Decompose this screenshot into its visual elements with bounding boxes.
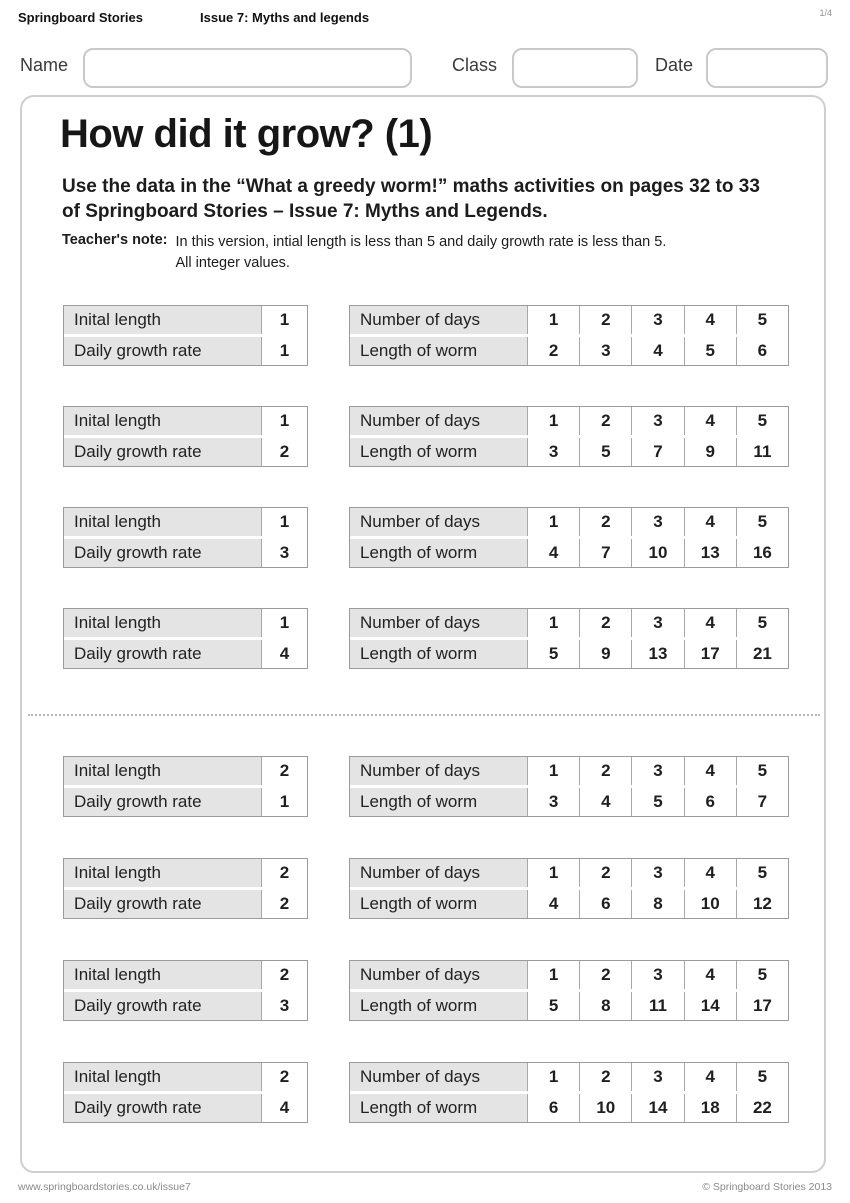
teacher-note	[62, 232, 666, 274]
daily-growth-rate-label: Daily growth rate	[64, 640, 261, 668]
number-of-days-label: Number of days	[350, 407, 527, 435]
growth-table	[349, 305, 789, 366]
day-cell: 3	[631, 961, 683, 989]
teacher-note-line-2: All integer values.	[175, 255, 290, 272]
length-cell: 5	[527, 992, 579, 1020]
table-row	[350, 438, 788, 466]
length-cell: 7	[631, 438, 683, 466]
length-of-worm-label: Length of worm	[350, 890, 527, 918]
brand-title: Springboard Stories	[18, 10, 143, 25]
parameters-table	[63, 858, 308, 919]
table-row	[64, 1094, 307, 1122]
day-cell: 3	[631, 306, 683, 334]
day-cell: 5	[736, 859, 788, 887]
length-of-worm-label: Length of worm	[350, 438, 527, 466]
teacher-note-label: Teacher's note:	[62, 232, 168, 248]
length-cell: 16	[736, 539, 788, 567]
day-cell: 5	[736, 1063, 788, 1091]
footer-url: www.springboardstories.co.uk/issue7	[18, 1181, 191, 1193]
table-row	[350, 337, 788, 365]
initial-length-value: 2	[261, 1063, 307, 1091]
table-row	[64, 859, 307, 887]
length-cell: 9	[684, 438, 736, 466]
daily-growth-rate-value: 1	[261, 337, 307, 365]
length-cell: 7	[736, 788, 788, 816]
length-cell: 18	[684, 1094, 736, 1122]
day-cell: 5	[736, 407, 788, 435]
table-row	[350, 306, 788, 334]
table-row	[64, 961, 307, 989]
table-row	[64, 992, 307, 1020]
length-cell: 3	[527, 788, 579, 816]
growth-table	[349, 507, 789, 568]
initial-length-label: Inital length	[64, 859, 261, 887]
table-row	[64, 1063, 307, 1091]
length-cell: 11	[736, 438, 788, 466]
daily-growth-rate-label: Daily growth rate	[64, 992, 261, 1020]
day-cell: 5	[736, 508, 788, 536]
length-cell: 3	[527, 438, 579, 466]
table-row	[64, 609, 307, 637]
table-row	[350, 961, 788, 989]
length-of-worm-label: Length of worm	[350, 788, 527, 816]
parameters-table	[63, 507, 308, 568]
daily-growth-rate-value: 2	[261, 438, 307, 466]
day-cell: 1	[527, 859, 579, 887]
number-of-days-label: Number of days	[350, 961, 527, 989]
day-cell: 4	[684, 306, 736, 334]
number-of-days-label: Number of days	[350, 508, 527, 536]
day-cell: 2	[579, 1063, 631, 1091]
length-cell: 5	[579, 438, 631, 466]
parameters-table	[63, 1062, 308, 1123]
length-of-worm-label: Length of worm	[350, 992, 527, 1020]
length-cell: 4	[631, 337, 683, 365]
initial-length-value: 2	[261, 757, 307, 785]
length-cell: 6	[736, 337, 788, 365]
length-cell: 4	[579, 788, 631, 816]
growth-table	[349, 608, 789, 669]
growth-table	[349, 960, 789, 1021]
daily-growth-rate-label: Daily growth rate	[64, 337, 261, 365]
day-cell: 5	[736, 306, 788, 334]
day-cell: 1	[527, 1063, 579, 1091]
number-of-days-label: Number of days	[350, 306, 527, 334]
table-row	[64, 337, 307, 365]
length-cell: 12	[736, 890, 788, 918]
table-block-8	[0, 1062, 850, 1124]
table-block-3	[0, 507, 850, 569]
growth-table	[349, 756, 789, 817]
table-row	[64, 508, 307, 536]
day-cell: 1	[527, 609, 579, 637]
parameters-table	[63, 406, 308, 467]
issue-title: Issue 7: Myths and legends	[200, 10, 370, 25]
table-row	[350, 1094, 788, 1122]
day-cell: 4	[684, 407, 736, 435]
daily-growth-rate-label: Daily growth rate	[64, 890, 261, 918]
length-cell: 21	[736, 640, 788, 668]
initial-length-value: 1	[261, 609, 307, 637]
length-cell: 8	[631, 890, 683, 918]
length-cell: 10	[579, 1094, 631, 1122]
table-row	[350, 1063, 788, 1091]
day-cell: 3	[631, 1063, 683, 1091]
daily-growth-rate-value: 4	[261, 1094, 307, 1122]
length-cell: 6	[684, 788, 736, 816]
initial-length-value: 2	[261, 859, 307, 887]
table-row	[64, 788, 307, 816]
length-cell: 6	[527, 1094, 579, 1122]
length-cell: 3	[579, 337, 631, 365]
length-cell: 4	[527, 890, 579, 918]
table-row	[350, 640, 788, 668]
initial-length-label: Inital length	[64, 609, 261, 637]
initial-length-value: 2	[261, 961, 307, 989]
length-cell: 6	[579, 890, 631, 918]
number-of-days-label: Number of days	[350, 609, 527, 637]
length-cell: 7	[579, 539, 631, 567]
length-cell: 5	[684, 337, 736, 365]
teacher-note-line-1: In this version, intial length is less than 5 and daily growth rate is less than 5.	[175, 234, 667, 250]
length-of-worm-label: Length of worm	[350, 640, 527, 668]
length-cell: 2	[527, 337, 579, 365]
initial-length-label: Inital length	[64, 407, 261, 435]
table-block-4	[0, 608, 850, 670]
day-cell: 5	[736, 961, 788, 989]
footer-copyright: © Springboard Stories 2013	[702, 1181, 832, 1193]
day-cell: 1	[527, 961, 579, 989]
date-label: Date	[655, 55, 694, 75]
initial-length-label: Inital length	[64, 757, 261, 785]
table-row	[350, 539, 788, 567]
day-cell: 3	[631, 859, 683, 887]
name-input[interactable]	[83, 48, 412, 88]
daily-growth-rate-label: Daily growth rate	[64, 539, 261, 567]
length-cell: 5	[631, 788, 683, 816]
cut-divider	[28, 714, 820, 716]
day-cell: 1	[527, 306, 579, 334]
instructions-line-2: of Springboard Stories – Issue 7: Myths and Legends.	[62, 201, 548, 223]
length-cell: 17	[684, 640, 736, 668]
length-cell: 22	[736, 1094, 788, 1122]
length-cell: 4	[527, 539, 579, 567]
day-cell: 4	[684, 1063, 736, 1091]
length-cell: 10	[684, 890, 736, 918]
day-cell: 2	[579, 961, 631, 989]
table-row	[350, 609, 788, 637]
table-row	[350, 890, 788, 918]
table-row	[350, 757, 788, 785]
table-row	[350, 992, 788, 1020]
parameters-table	[63, 305, 308, 366]
initial-length-value: 1	[261, 508, 307, 536]
day-cell: 2	[579, 508, 631, 536]
growth-table	[349, 858, 789, 919]
parameters-table	[63, 608, 308, 669]
day-cell: 1	[527, 757, 579, 785]
teacher-note-text	[176, 232, 667, 274]
name-label: Name	[20, 55, 69, 75]
instructions	[62, 174, 802, 225]
daily-growth-rate-value: 4	[261, 640, 307, 668]
length-cell: 13	[684, 539, 736, 567]
length-cell: 17	[736, 992, 788, 1020]
table-block-6	[0, 858, 850, 920]
length-cell: 13	[631, 640, 683, 668]
growth-table	[349, 1062, 789, 1123]
length-cell: 8	[579, 992, 631, 1020]
table-block-2	[0, 406, 850, 468]
worksheet-title: How did it grow? (1)	[60, 112, 433, 156]
day-cell: 4	[684, 757, 736, 785]
page-indicator: 1/4	[819, 8, 832, 18]
length-cell: 11	[631, 992, 683, 1020]
length-cell: 14	[631, 1094, 683, 1122]
table-row	[350, 859, 788, 887]
number-of-days-label: Number of days	[350, 757, 527, 785]
daily-growth-rate-label: Daily growth rate	[64, 788, 261, 816]
number-of-days-label: Number of days	[350, 1063, 527, 1091]
length-of-worm-label: Length of worm	[350, 337, 527, 365]
table-row	[350, 407, 788, 435]
initial-length-label: Inital length	[64, 1063, 261, 1091]
length-cell: 5	[527, 640, 579, 668]
table-row	[64, 306, 307, 334]
number-of-days-label: Number of days	[350, 859, 527, 887]
length-cell: 9	[579, 640, 631, 668]
table-block-5	[0, 756, 850, 818]
day-cell: 4	[684, 961, 736, 989]
class-input[interactable]	[512, 48, 638, 88]
length-cell: 14	[684, 992, 736, 1020]
initial-length-value: 1	[261, 306, 307, 334]
table-row	[64, 890, 307, 918]
table-row	[64, 438, 307, 466]
day-cell: 2	[579, 859, 631, 887]
day-cell: 2	[579, 757, 631, 785]
initial-length-label: Inital length	[64, 508, 261, 536]
initial-length-label: Inital length	[64, 306, 261, 334]
table-row	[64, 539, 307, 567]
daily-growth-rate-value: 3	[261, 539, 307, 567]
day-cell: 4	[684, 508, 736, 536]
day-cell: 2	[579, 306, 631, 334]
day-cell: 4	[684, 609, 736, 637]
day-cell: 5	[736, 757, 788, 785]
table-row	[64, 640, 307, 668]
length-of-worm-label: Length of worm	[350, 539, 527, 567]
date-input[interactable]	[706, 48, 828, 88]
class-label: Class	[452, 55, 498, 75]
initial-length-label: Inital length	[64, 961, 261, 989]
day-cell: 5	[736, 609, 788, 637]
table-block-7	[0, 960, 850, 1022]
daily-growth-rate-label: Daily growth rate	[64, 1094, 261, 1122]
daily-growth-rate-value: 2	[261, 890, 307, 918]
daily-growth-rate-label: Daily growth rate	[64, 438, 261, 466]
instructions-line-1: Use the data in the “What a greedy worm!” maths activities on pages 32 to 33	[62, 176, 760, 197]
table-row	[64, 407, 307, 435]
day-cell: 3	[631, 757, 683, 785]
initial-length-value: 1	[261, 407, 307, 435]
day-cell: 3	[631, 508, 683, 536]
daily-growth-rate-value: 1	[261, 788, 307, 816]
day-cell: 3	[631, 609, 683, 637]
day-cell: 1	[527, 407, 579, 435]
day-cell: 4	[684, 859, 736, 887]
day-cell: 2	[579, 407, 631, 435]
parameters-table	[63, 960, 308, 1021]
table-row	[350, 788, 788, 816]
length-cell: 10	[631, 539, 683, 567]
length-of-worm-label: Length of worm	[350, 1094, 527, 1122]
day-cell: 1	[527, 508, 579, 536]
parameters-table	[63, 756, 308, 817]
growth-table	[349, 406, 789, 467]
day-cell: 2	[579, 609, 631, 637]
table-block-1	[0, 305, 850, 367]
day-cell: 3	[631, 407, 683, 435]
daily-growth-rate-value: 3	[261, 992, 307, 1020]
table-row	[64, 757, 307, 785]
table-row	[350, 508, 788, 536]
